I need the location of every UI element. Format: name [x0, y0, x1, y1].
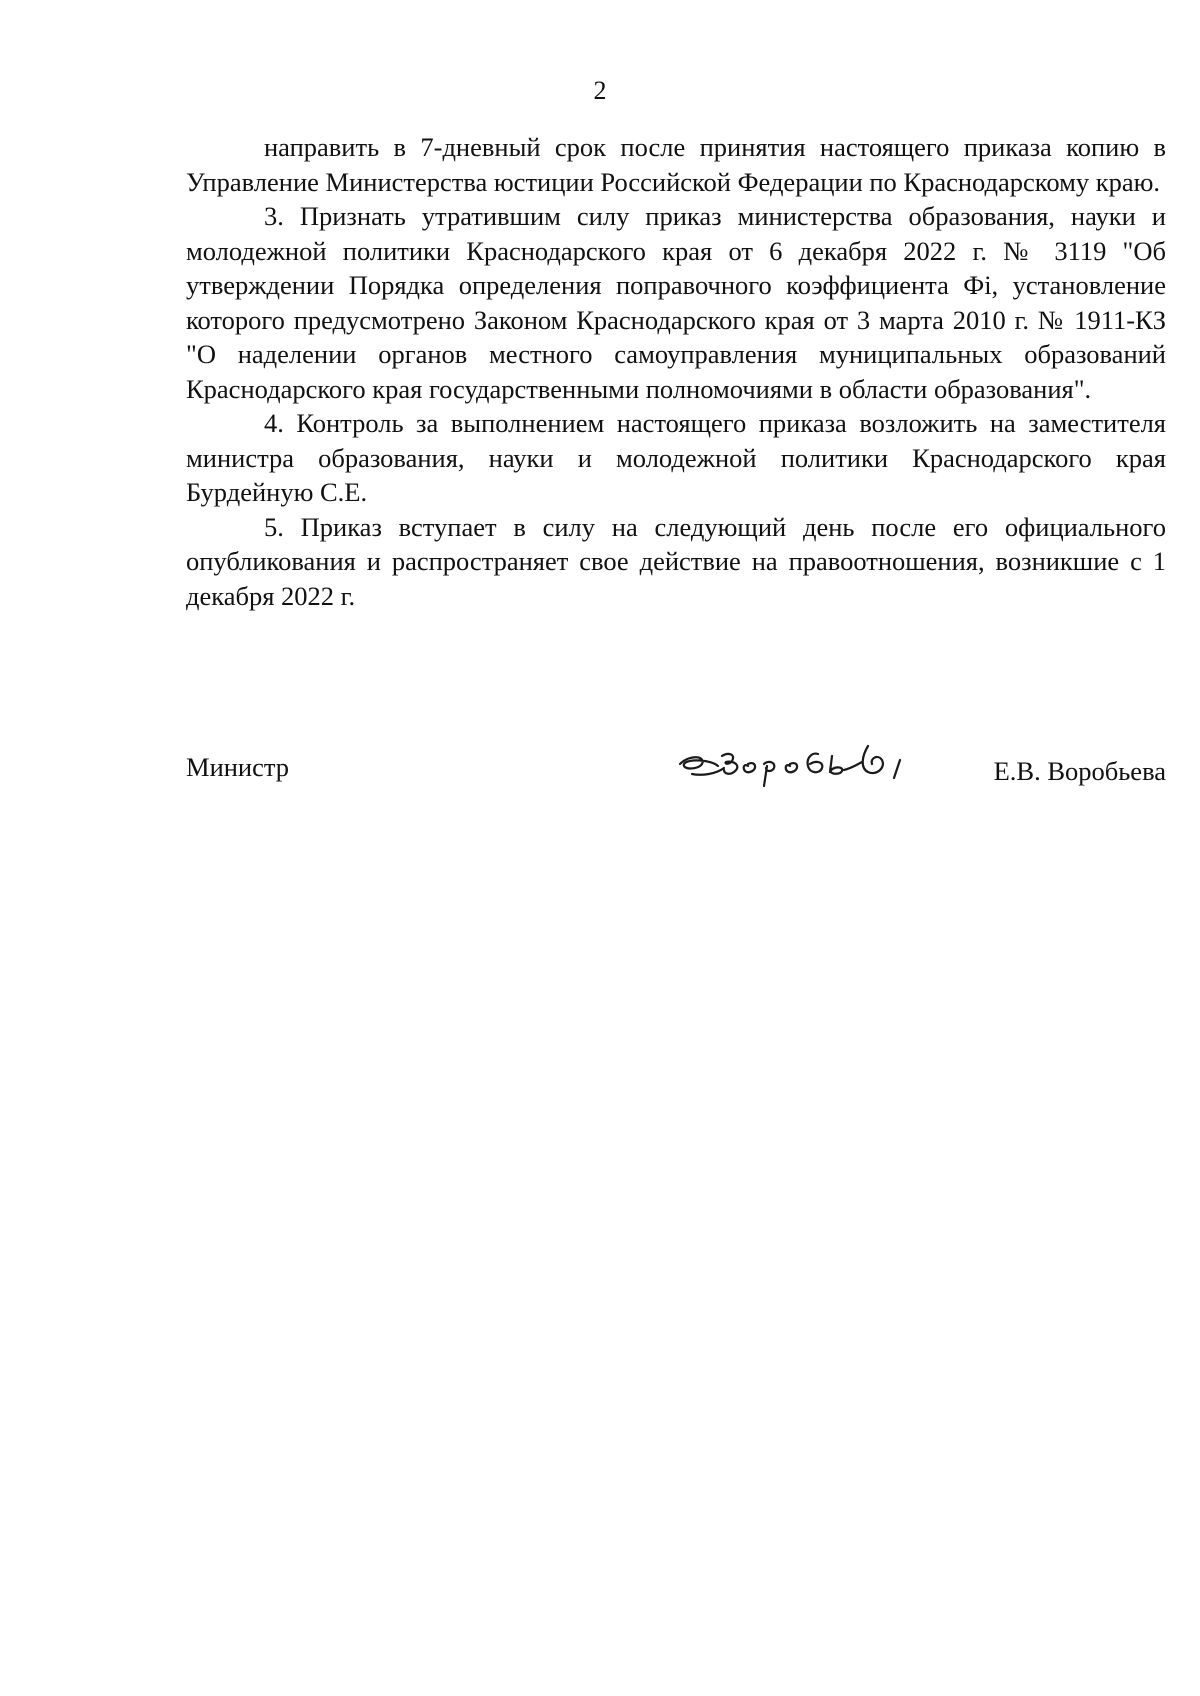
handwritten-signature [672, 734, 942, 804]
paragraph-continuation: направить в 7-дневный срок после принятия настоящего приказа копию в Управление Министерства юстиции Российской Федерации по Краснодарскому краю. [186, 132, 1166, 197]
signature-block [0, 740, 1200, 820]
paragraph-item-3: 3. Признать утратившим силу приказ министерства образования, науки и молодежной политики Краснодарского края от 6 декабря 2022 г. № 3119 "Об утверждении Порядка определения поправочного коэффициента Фi, установление которого предусмотрено Законом Краснодарского края от 3 марта 2010 г. № 1911-КЗ "О наделении органов местного самоуправления муниципальных образований Краснодарского края государственными полномочиями в области образования". [186, 201, 1166, 404]
paragraph-item-5: 5. Приказ вступает в силу на следующий день после его официального опубликования и распространяет свое действие на правоотношения, возникшие с 1 декабря 2022 г. [186, 511, 1166, 611]
signatory-title: Министр [186, 752, 290, 782]
document-body [186, 130, 1166, 613]
signatory-name: Е.В. Воробьева [993, 756, 1166, 786]
scan-artifacts [1080, 800, 1180, 1200]
page-number: 2 [593, 76, 607, 105]
paragraph-item-4: 4. Контроль за выполнением настоящего приказа возложить на заместителя министра образования, науки и молодежной политики Краснодарского края Бурдейную С.Е. [186, 408, 1166, 507]
